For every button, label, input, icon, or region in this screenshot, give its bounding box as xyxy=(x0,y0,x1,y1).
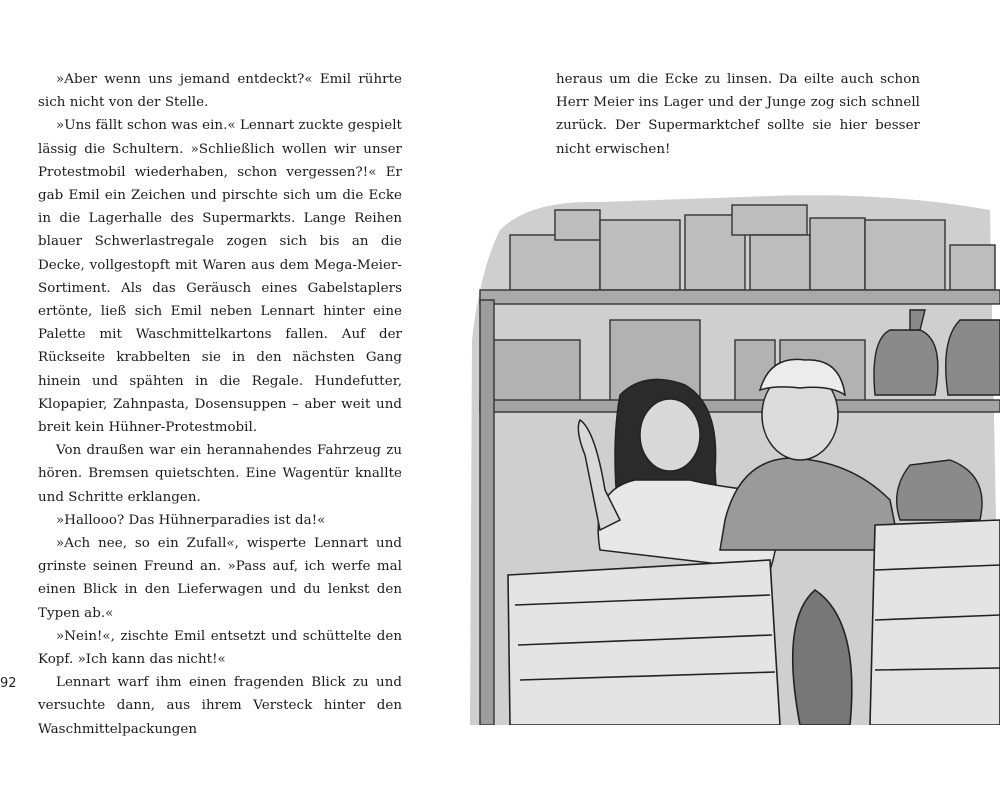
page-number: 92 xyxy=(0,676,17,691)
paragraph-8: heraus um die Ecke zu linsen. Da eilte auch schon Herr Meier ins Lager und der Junge zog sich schnell zurück. Der Supermarktchef sollte sie hier besser nicht erwischen! xyxy=(556,72,920,157)
paragraph-6: »Nein!«, zischte Emil entsetzt und schüttelte den Kopf. »Ich kann das nicht!« xyxy=(38,628,402,668)
paragraph-2: »Uns fällt schon was ein.« Lennart zuckte gespielt lässig die Schultern. »Schließlich wollen wir unser Protestmobil wiederhaben, schon vergessen?!« Er gab Emil ein Zeichen und pirschte sich um die Ecke in die Lagerhalle des Supermarkts. Lange Reihen blauer Schwerlastregale zogen sich bis an die Decke, vollgestopft mit Waren aus dem Mega-Meier-Sortiment. Als das Geräusch eines Gabelstaplers ertönte, ließ sich Emil neben Lennart hinter eine Palette mit Waschmittelkartons fallen. Auf der Rückseite krabbelten sie in den nächsten Gang hinein und spähten in die Regale. Hundefutter, Klopapier, Zahnpasta, Dosensuppen – aber weit und breit kein Hühner-Protestmobil. xyxy=(38,118,402,436)
paragraph-5: »Ach nee, so ein Zufall«, wisperte Lennart und grinste seinen Freund an. »Pass auf, ich werfe mal einen Blick in den Lieferwagen und du lenkst den Typen ab.« xyxy=(38,536,402,621)
paragraph-3: Von draußen war ein herannahendes Fahrzeug zu hören. Bremsen quietschten. Eine Wagentür knallte und Schritte erklangen. xyxy=(38,443,402,505)
paragraph-4: »Hallooo? Das Hühnerparadies ist da!« xyxy=(56,512,326,528)
warehouse-illustration xyxy=(470,190,1000,725)
left-text-column xyxy=(38,68,402,741)
paragraph-7: Lennart warf ihm einen fragenden Blick zu und versuchte dann, aus ihrem Versteck hinter den Waschmittelpackungen xyxy=(38,675,402,737)
paragraph-1: »Aber wenn uns jemand entdeckt?« Emil rührte sich nicht von der Stelle. xyxy=(38,72,402,111)
right-text-column xyxy=(556,68,920,161)
